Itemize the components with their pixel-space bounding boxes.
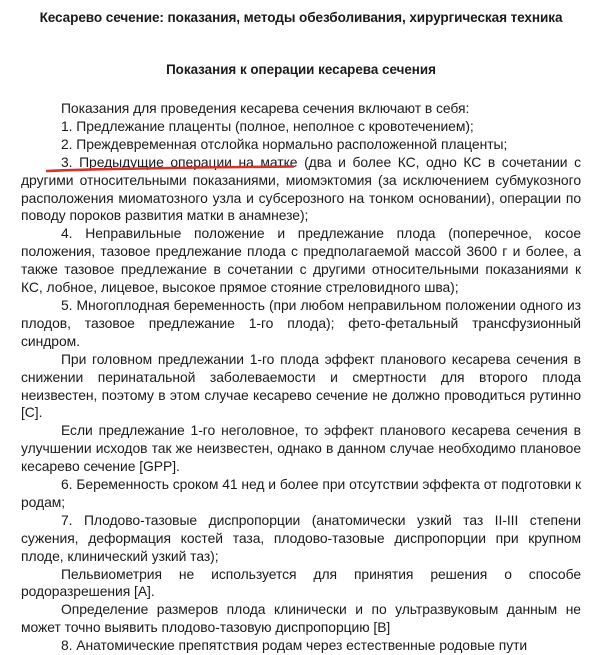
indication-6: 6. Беременность сроком 41 нед и более при отсутствии эффекта от подготовки к родам; [21, 476, 581, 510]
document-title: Кесарево сечение: показания, методы обезболивания, хирургическая техника [39, 10, 563, 25]
indication-4: 4. Неправильные положение и предлежание плода (поперечное, косое положения, тазовое предлежание плода с предполагаемой массой 3600 г и более, а также тазовое предлежание в сочетании с другими относительными показаниями к КС, лобное, лицевое, высокое прямое стояние стреловидного шва); [21, 225, 581, 296]
indication-3 [21, 154, 581, 226]
section-title: Показания к операции кесарева сечения [166, 62, 436, 77]
paragraph-head-presentation: При головном предлежании 1-го плода эффект планового кесарева сечения в снижении перинатальной заболеваемости и смертности для второго плода неизвестен, поэтому в этом случае кесарево сечение не должно проводиться рутинно [C]. [21, 350, 581, 421]
paragraph-pelviometry: Пельвиометрия не используется для принятия решения о способе родоразрешения [A]. [21, 565, 581, 600]
indication-2: 2. Преждевременная отслойка нормально расположенной плаценты; [61, 135, 508, 152]
indication-3-details: (два и более КС, одно КС в сочетании с другими относительными показаниями, миомэктомия (за исключением субмукозного расположения миоматозного узла и субсерозного на тонком основании), операции по поводу пороков развития матки в анамнезе); [21, 153, 581, 224]
intro-line: Показания для проведения кесарева сечения включают в себя: [61, 100, 470, 116]
paragraph-nonhead-presentation: Если предлежание 1-го неголовное, то эффект планового кесарева сечения в улучшении исходов так же неизвестен, однако в данном случае необходимо плановое кесарево сечение [GPP]. [21, 422, 581, 475]
indication-3-highlighted: 3. Предыдущие операции на матке [61, 153, 298, 170]
document-body [21, 100, 581, 655]
indication-8: 8. Анатомические препятствия родам через естественные родовые пути [61, 637, 528, 654]
paragraph-fetal-size: Определение размеров плода клинически и по ультразвуковым данным не может точно выявить плодово-тазовую диспропорцию [B] [21, 601, 581, 636]
indication-7: 7. Плодово-тазовые диспропорции (анатомически узкий таз II-III степени сужения, деформация костей таза, плодово-тазовые диспропорции при крупном плоде, клинический узкий таз); [21, 511, 581, 564]
indication-5: 5. Многоплодная беременность (при любом неправильном положении одного из плодов, тазовое предлежание 1-го плода); фето-фетальный трансфузионный синдром. [21, 296, 581, 349]
indication-1: 1. Предлежание плаценты (полное, неполное с кровотечением); [61, 117, 474, 134]
